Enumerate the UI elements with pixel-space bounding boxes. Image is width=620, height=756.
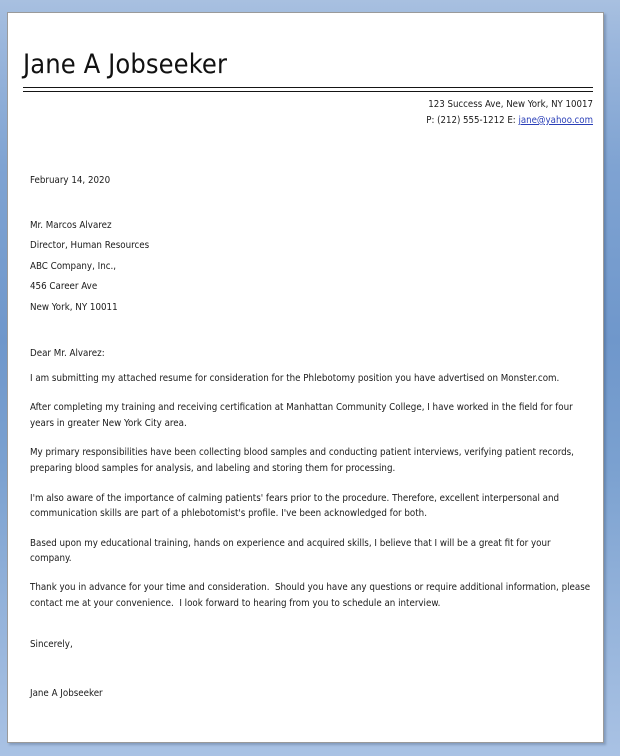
header-divider (23, 87, 593, 92)
recipient-street: 456 Career Ave (30, 281, 98, 293)
contact-address-line: 123 Success Ave, New York, NY 10017 (428, 99, 593, 110)
recipient-address-block (30, 216, 591, 319)
body-paragraph-5: Based upon my educational training, hands on experience and acquired skills, I believe that I will be a great fit for your company. (30, 537, 554, 565)
body-paragraph-4: I'm also aware of the importance of calming patients' fears prior to the procedure. Therefore, excellent interpersonal and communication skills are part of a phlebotomist's profile. I've been acknowledged for both. (30, 492, 562, 520)
recipient-city-state: New York, NY 10011 (30, 301, 118, 313)
contact-phone-label: P: (212) 555-1212 E: (426, 115, 519, 126)
document-page-container (7, 12, 604, 743)
recipient-company: ABC Company, Inc., (30, 260, 117, 272)
email-link[interactable]: jane@yahoo.com (518, 115, 593, 126)
page-content-area (8, 13, 603, 742)
recipient-name: Mr. Marcos Alvarez (30, 219, 112, 231)
recipient-title: Director, Human Resources (30, 240, 150, 252)
body-paragraph-6: Thank you in advance for your time and consideration. Should you have any questions or require additional information, please contact me at your convenience. I look forward to hearing from you to schedule an interview. (30, 582, 593, 609)
body-paragraph-2: After completing my training and receiving certification at Manhattan Community College, I have worked in the field for four years in greater New York City area. (30, 402, 576, 429)
page-title: Jane A Jobseeker (23, 49, 228, 80)
closing-salutation: Sincerely, (30, 639, 73, 651)
signature-name: Jane A Jobseeker (30, 687, 103, 699)
salutation: Dear Mr. Alvarez: (30, 348, 105, 360)
letter-body (23, 173, 593, 701)
contact-info-block (23, 97, 593, 129)
closing-block (30, 637, 591, 701)
letter-date: February 14, 2020 (30, 175, 111, 186)
letter-page (7, 12, 604, 743)
letterhead (23, 13, 593, 129)
body-paragraph-1: I am submitting my attached resume for consideration for the Phlebotomy position you have advertised on Monster.com. (30, 372, 560, 384)
body-paragraph-3: My primary responsibilities have been collecting blood samples and conducting patient interviews, verifying patient records, preparing blood samples for analysis, and labeling and storing them for processing. (30, 447, 577, 475)
contact-phone-email-line (23, 113, 593, 129)
